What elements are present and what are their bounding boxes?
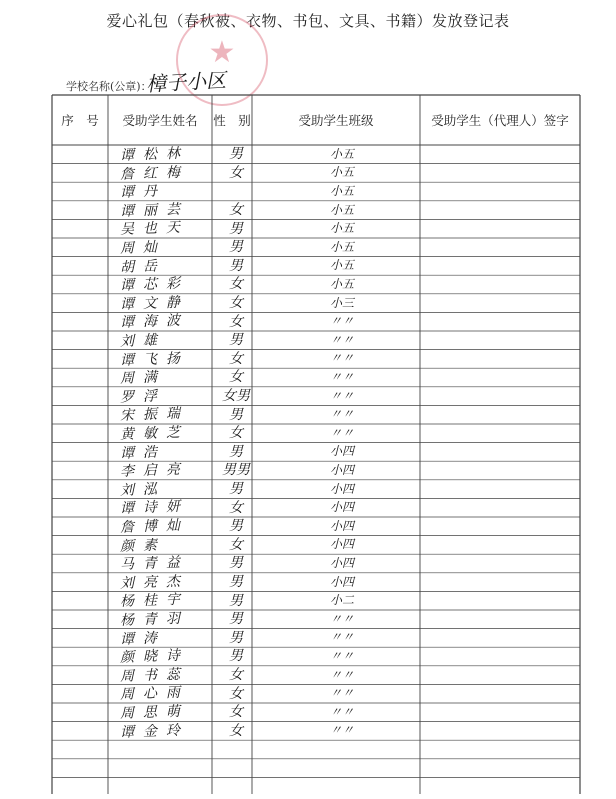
row-student-name: 谭诗妍 xyxy=(119,499,190,518)
row-gender: 男 xyxy=(229,406,243,423)
row-student-name: 颜素 xyxy=(119,537,167,555)
header-no: 序 号 xyxy=(61,113,99,128)
row-student-name: 谭涛 xyxy=(119,630,167,648)
row-gender: 男 xyxy=(229,257,243,274)
row-gender: 男 xyxy=(229,239,243,256)
seal-star-icon: ★ xyxy=(208,35,236,70)
row-class: 〃〃 xyxy=(329,648,354,663)
row-student-name: 李启亮 xyxy=(119,461,190,481)
row-class: 小五 xyxy=(329,202,354,217)
row-student-name: 刘亮杰 xyxy=(119,573,190,592)
row-gender: 男 xyxy=(229,555,243,572)
row-gender: 男 xyxy=(229,611,243,628)
row-gender: 男男 xyxy=(222,462,250,479)
row-student-name: 杨桂宇 xyxy=(119,592,190,611)
row-gender: 女 xyxy=(229,667,243,684)
row-class: 〃〃 xyxy=(329,314,354,329)
row-gender: 女 xyxy=(229,536,243,553)
row-gender: 女 xyxy=(229,704,243,721)
row-student-name: 谭丽芸 xyxy=(119,201,190,220)
row-gender: 女男 xyxy=(222,388,250,405)
row-student-name: 马青益 xyxy=(119,554,190,574)
header-gender: 性 别 xyxy=(213,113,251,128)
row-class: 小五 xyxy=(329,276,354,291)
row-gender: 女 xyxy=(229,276,243,293)
row-student-name: 谭芯彩 xyxy=(119,275,190,295)
row-gender: 女 xyxy=(229,202,243,219)
row-class: 小四 xyxy=(329,462,354,477)
row-gender: 女 xyxy=(229,685,243,702)
row-class: 小四 xyxy=(329,500,354,515)
row-class: 小四 xyxy=(329,481,354,496)
row-student-name: 詹红梅 xyxy=(119,164,190,183)
row-gender: 男 xyxy=(229,481,243,498)
row-class: 〃〃 xyxy=(329,704,354,719)
row-class: 〃〃 xyxy=(329,686,354,701)
row-student-name: 谭金玲 xyxy=(119,722,190,741)
row-gender: 男 xyxy=(229,443,243,460)
row-gender: 女 xyxy=(229,295,243,312)
row-student-name: 罗浮 xyxy=(119,388,167,406)
row-student-name: 杨青羽 xyxy=(119,610,190,630)
row-class: 小五 xyxy=(329,221,354,236)
row-class: 小四 xyxy=(329,518,354,533)
row-class: 〃〃 xyxy=(329,425,354,440)
row-class: 小五 xyxy=(329,165,354,180)
row-class: 〃〃 xyxy=(329,351,354,366)
row-student-name: 周满 xyxy=(119,369,167,388)
row-class: 〃〃 xyxy=(329,369,354,384)
header-class: 受助学生班级 xyxy=(298,113,374,128)
row-student-name: 谭松林 xyxy=(119,145,190,165)
row-class: 小五 xyxy=(329,146,354,161)
row-student-name: 谭飞扬 xyxy=(119,350,190,369)
row-gender: 女 xyxy=(229,350,243,367)
row-gender: 男 xyxy=(229,592,243,609)
row-class: 〃〃 xyxy=(329,723,354,738)
row-gender: 男 xyxy=(229,146,243,163)
row-class: 小二 xyxy=(329,593,354,608)
row-gender: 男 xyxy=(229,629,243,646)
row-student-name: 黄敏芝 xyxy=(119,424,190,444)
row-class: 小五 xyxy=(329,183,354,198)
row-class: 小四 xyxy=(329,537,354,552)
row-class: 小四 xyxy=(329,574,354,589)
row-gender: 女 xyxy=(229,164,243,181)
row-gender: 男 xyxy=(229,648,243,665)
row-student-name: 周灿 xyxy=(119,239,167,258)
row-student-name: 刘泓 xyxy=(119,481,167,499)
header-student-name: 受助学生姓名 xyxy=(122,113,198,128)
row-student-name: 吴也天 xyxy=(119,220,190,239)
row-student-name: 周心雨 xyxy=(119,685,190,704)
row-gender: 男 xyxy=(229,332,243,349)
school-name-handwritten: 樟子小区 xyxy=(145,67,227,97)
row-class: 小五 xyxy=(329,258,354,273)
row-class: 〃〃 xyxy=(329,667,354,682)
row-class: 〃〃 xyxy=(329,332,354,347)
header-signature: 受助学生（代理人）签字 xyxy=(431,113,569,128)
row-class: 小五 xyxy=(329,239,354,254)
row-student-name: 谭丹 xyxy=(119,183,167,202)
row-class: 〃〃 xyxy=(329,407,354,422)
row-gender: 女 xyxy=(229,313,243,330)
row-gender: 女 xyxy=(229,722,243,739)
row-gender: 男 xyxy=(229,574,243,591)
row-gender: 男 xyxy=(229,220,243,237)
form-title: 爱心礼包（春秋被、衣物、书包、文具、书籍）发放登记表 xyxy=(106,12,510,30)
row-gender: 女 xyxy=(229,499,243,516)
row-class: 小四 xyxy=(329,555,354,570)
row-student-name: 谭浩 xyxy=(119,444,167,462)
row-class: 〃〃 xyxy=(329,611,354,626)
row-class: 小四 xyxy=(329,444,354,459)
row-student-name: 胡岳 xyxy=(119,258,167,276)
row-class: 〃〃 xyxy=(329,388,354,403)
row-class: 小三 xyxy=(329,295,354,310)
school-name-label: 学校名称(公章)： xyxy=(66,80,152,93)
row-student-name: 谭海波 xyxy=(119,313,190,332)
row-student-name: 颜晓诗 xyxy=(119,647,190,667)
row-class: 〃〃 xyxy=(329,630,354,645)
row-student-name: 谭文静 xyxy=(119,294,190,313)
row-gender: 女 xyxy=(229,369,243,386)
row-student-name: 周思萌 xyxy=(119,703,190,723)
row-student-name xyxy=(116,772,231,799)
row-student-name: 周书蕊 xyxy=(119,666,190,685)
row-student-name: 刘雄 xyxy=(119,332,167,351)
row-gender: 女 xyxy=(229,425,243,442)
row-student-name: 宋振瑞 xyxy=(119,406,190,425)
row-gender: 男 xyxy=(229,518,243,535)
row-student-name: 詹博灿 xyxy=(119,517,190,537)
